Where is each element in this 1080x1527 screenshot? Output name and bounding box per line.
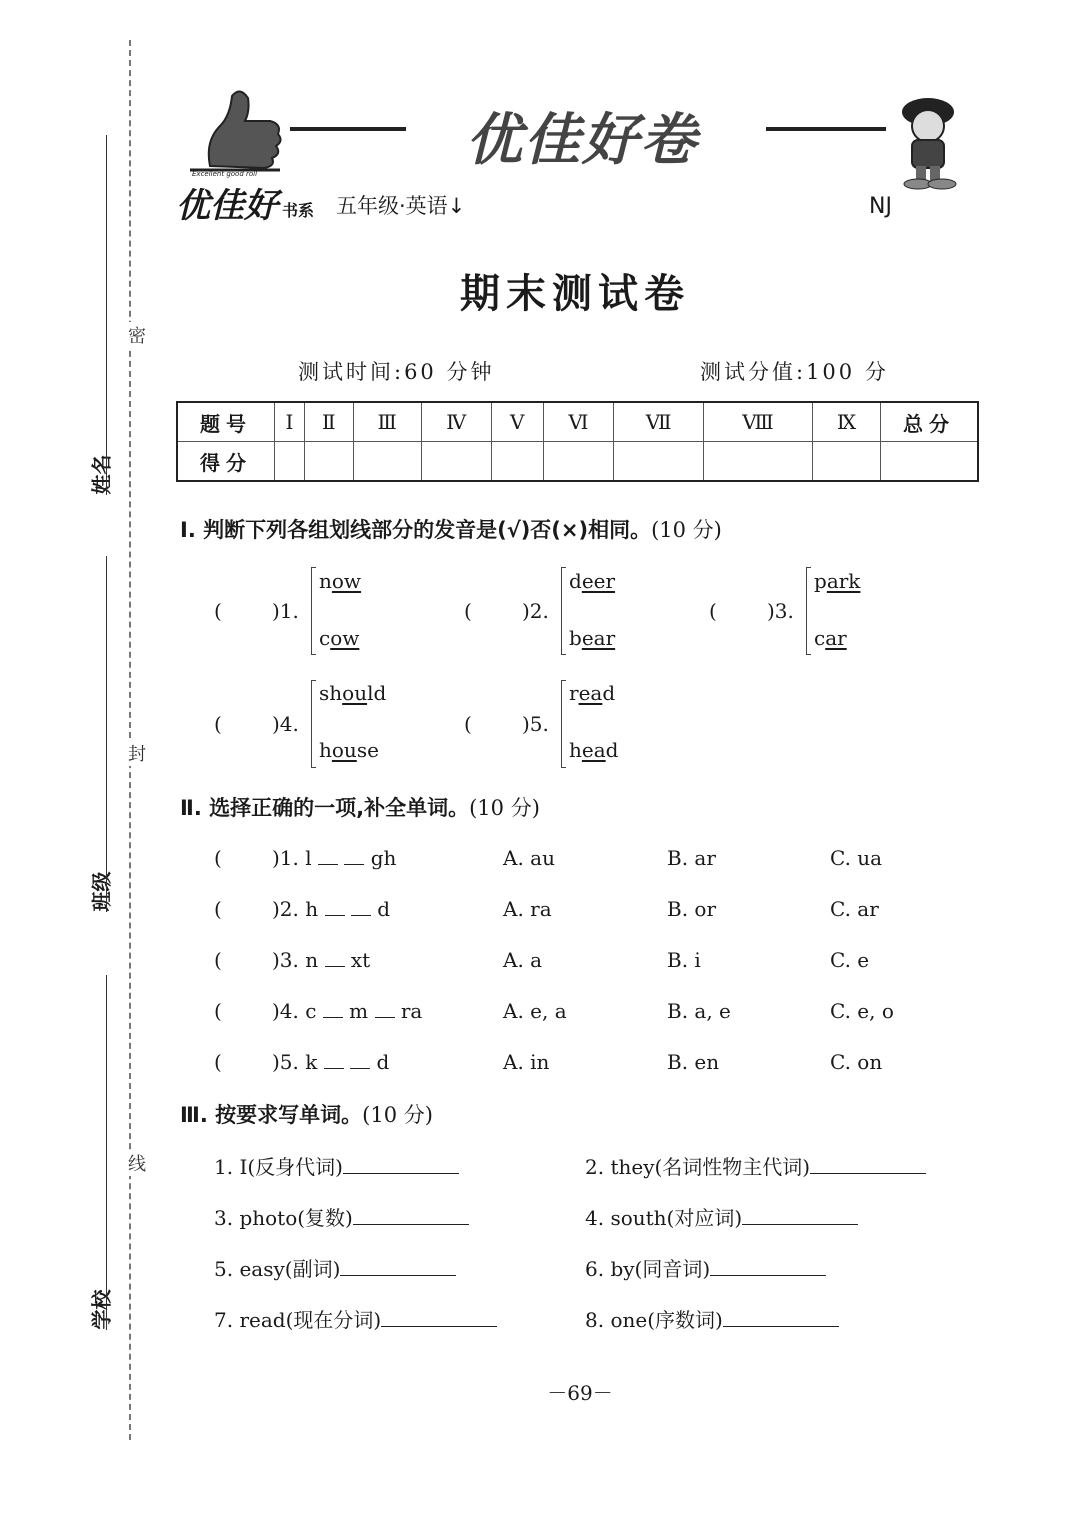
question-stem: )3. n xt bbox=[272, 948, 371, 972]
option-b[interactable]: B. a, e bbox=[667, 999, 731, 1023]
cartoon-boy-icon bbox=[892, 92, 964, 190]
option-a[interactable]: A. a bbox=[503, 948, 543, 972]
question-number: )5. bbox=[522, 712, 549, 736]
word-a: park bbox=[814, 569, 861, 593]
option-c[interactable]: C. e bbox=[830, 948, 870, 972]
col-header: Ⅰ bbox=[275, 402, 305, 442]
col-header: Ⅵ bbox=[543, 402, 614, 442]
class-line bbox=[106, 556, 107, 912]
col-header-total: 总分 bbox=[881, 402, 979, 442]
fill-item: 3. photo(复数) bbox=[214, 1202, 469, 1231]
question-stem: )1. l gh bbox=[272, 846, 397, 870]
answer-blank[interactable] bbox=[353, 1208, 469, 1225]
fill-item: 7. read(现在分词) bbox=[214, 1304, 497, 1333]
col-header: Ⅲ bbox=[353, 402, 421, 442]
section2-heading: Ⅱ. 选择正确的一项,补全单词。 bbox=[180, 796, 470, 820]
word-b: car bbox=[814, 626, 847, 650]
answer-blank[interactable] bbox=[710, 1259, 826, 1276]
answer-paren[interactable]: ( bbox=[214, 897, 222, 921]
word-a: deer bbox=[569, 569, 616, 593]
score-table bbox=[176, 401, 979, 482]
answer-paren[interactable]: ( bbox=[214, 1050, 222, 1074]
section3-points: (10 分) bbox=[362, 1103, 433, 1127]
score-cell[interactable] bbox=[304, 442, 353, 482]
grade-subject: 五年级·英语↓ bbox=[336, 194, 466, 218]
col-header: Ⅳ bbox=[421, 402, 491, 442]
answer-paren[interactable]: ( bbox=[464, 712, 472, 736]
answer-blank[interactable] bbox=[810, 1157, 926, 1174]
col-header: Ⅷ bbox=[704, 402, 813, 442]
edition-code: NJ bbox=[869, 194, 892, 219]
col-header: Ⅴ bbox=[491, 402, 543, 442]
score-cell[interactable] bbox=[614, 442, 704, 482]
word-b: bear bbox=[569, 626, 616, 650]
exam-time: 测试时间:60 分钟 bbox=[298, 360, 495, 384]
answer-blank[interactable] bbox=[340, 1259, 456, 1276]
brace bbox=[311, 567, 316, 655]
section3-heading: Ⅲ. 按要求写单词。 bbox=[180, 1103, 363, 1127]
exam-title: 期末测试卷 bbox=[460, 270, 690, 317]
option-c[interactable]: C. on bbox=[830, 1050, 883, 1074]
brace bbox=[806, 567, 811, 655]
header-rule-right bbox=[766, 127, 886, 131]
brand-series: 书系 bbox=[282, 201, 315, 220]
question-number: )2. bbox=[522, 599, 549, 623]
brace bbox=[561, 680, 566, 768]
row-label-question: 题号 bbox=[177, 402, 275, 442]
option-a[interactable]: A. au bbox=[503, 846, 555, 870]
question-stem: )5. k d bbox=[272, 1050, 390, 1074]
seal-feng: 封 bbox=[122, 740, 148, 766]
answer-blank[interactable] bbox=[742, 1208, 858, 1225]
fill-item: 5. easy(副词) bbox=[214, 1253, 456, 1282]
question-stem: )2. h d bbox=[272, 897, 391, 921]
brand-logo-text: 优佳好 bbox=[176, 186, 278, 226]
table-row bbox=[177, 402, 978, 442]
exam-score: 测试分值:100 分 bbox=[700, 360, 889, 384]
answer-blank[interactable] bbox=[343, 1157, 459, 1174]
word-a: should bbox=[319, 681, 387, 705]
col-header: Ⅶ bbox=[614, 402, 704, 442]
fill-item: 6. by(同音词) bbox=[585, 1253, 826, 1282]
score-cell-total[interactable] bbox=[881, 442, 979, 482]
fill-item: 8. one(序数词) bbox=[585, 1304, 839, 1333]
question-stem: )4. c m ra bbox=[272, 999, 423, 1023]
score-cell[interactable] bbox=[353, 442, 421, 482]
row-label-score: 得分 bbox=[177, 442, 275, 482]
option-a[interactable]: A. in bbox=[503, 1050, 550, 1074]
answer-paren[interactable]: ( bbox=[214, 846, 222, 870]
answer-blank[interactable] bbox=[381, 1310, 497, 1327]
fill-item: 2. they(名词性物主代词) bbox=[585, 1151, 926, 1180]
option-b[interactable]: B. or bbox=[667, 897, 717, 921]
col-header: Ⅱ bbox=[304, 402, 353, 442]
word-b: house bbox=[319, 738, 379, 762]
option-c[interactable]: C. ua bbox=[830, 846, 883, 870]
school-label: 学校 bbox=[89, 1289, 114, 1330]
section1-heading: Ⅰ. 判断下列各组划线部分的发音是(√)否(×)相同。 bbox=[180, 518, 652, 542]
score-cell[interactable] bbox=[543, 442, 614, 482]
word-a: read bbox=[569, 681, 616, 705]
option-c[interactable]: C. e, o bbox=[830, 999, 894, 1023]
brand-tagline: Excellent good roll bbox=[192, 170, 258, 178]
school-line bbox=[106, 975, 107, 1330]
answer-paren[interactable]: ( bbox=[464, 599, 472, 623]
word-b: cow bbox=[319, 626, 360, 650]
name-label: 姓名 bbox=[89, 454, 114, 495]
score-cell[interactable] bbox=[421, 442, 491, 482]
section2-title bbox=[180, 792, 540, 822]
option-a[interactable]: A. e, a bbox=[503, 999, 567, 1023]
page-number: －69－ bbox=[547, 1381, 613, 1405]
col-header: Ⅸ bbox=[812, 402, 880, 442]
header-rule-left bbox=[290, 127, 406, 131]
fill-item: 4. south(对应词) bbox=[585, 1202, 858, 1231]
brand-title: 优佳好卷 bbox=[466, 108, 698, 173]
answer-paren[interactable]: ( bbox=[214, 712, 222, 736]
question-number: )3. bbox=[767, 599, 794, 623]
answer-paren[interactable]: ( bbox=[214, 948, 222, 972]
option-b[interactable]: B. en bbox=[667, 1050, 720, 1074]
score-cell[interactable] bbox=[275, 442, 305, 482]
seal-xian: 线 bbox=[122, 1150, 148, 1176]
option-b[interactable]: B. i bbox=[667, 948, 701, 972]
section2-points: (10 分) bbox=[469, 796, 540, 820]
answer-paren[interactable]: ( bbox=[709, 599, 717, 623]
class-label: 班级 bbox=[89, 871, 114, 912]
section3-title bbox=[180, 1099, 433, 1129]
answer-paren[interactable]: ( bbox=[214, 999, 222, 1023]
section1-title bbox=[180, 514, 722, 544]
question-number: )4. bbox=[272, 712, 299, 736]
brace bbox=[311, 680, 316, 768]
question-number: )1. bbox=[272, 599, 299, 623]
answer-paren[interactable]: ( bbox=[214, 599, 222, 623]
brace bbox=[561, 567, 566, 655]
section1-points: (10 分) bbox=[651, 518, 722, 542]
word-b: head bbox=[569, 738, 619, 762]
word-a: now bbox=[319, 569, 362, 593]
score-cell[interactable] bbox=[704, 442, 813, 482]
score-cell[interactable] bbox=[491, 442, 543, 482]
seal-mi: 密 bbox=[122, 322, 148, 348]
table-row bbox=[177, 442, 978, 482]
thumbs-up-logo-icon bbox=[190, 86, 290, 176]
score-cell[interactable] bbox=[812, 442, 880, 482]
fill-item: 1. I(反身代词) bbox=[214, 1151, 459, 1180]
option-c[interactable]: C. ar bbox=[830, 897, 879, 921]
option-b[interactable]: B. ar bbox=[667, 846, 716, 870]
answer-blank[interactable] bbox=[723, 1310, 839, 1327]
option-a[interactable]: A. ra bbox=[503, 897, 552, 921]
